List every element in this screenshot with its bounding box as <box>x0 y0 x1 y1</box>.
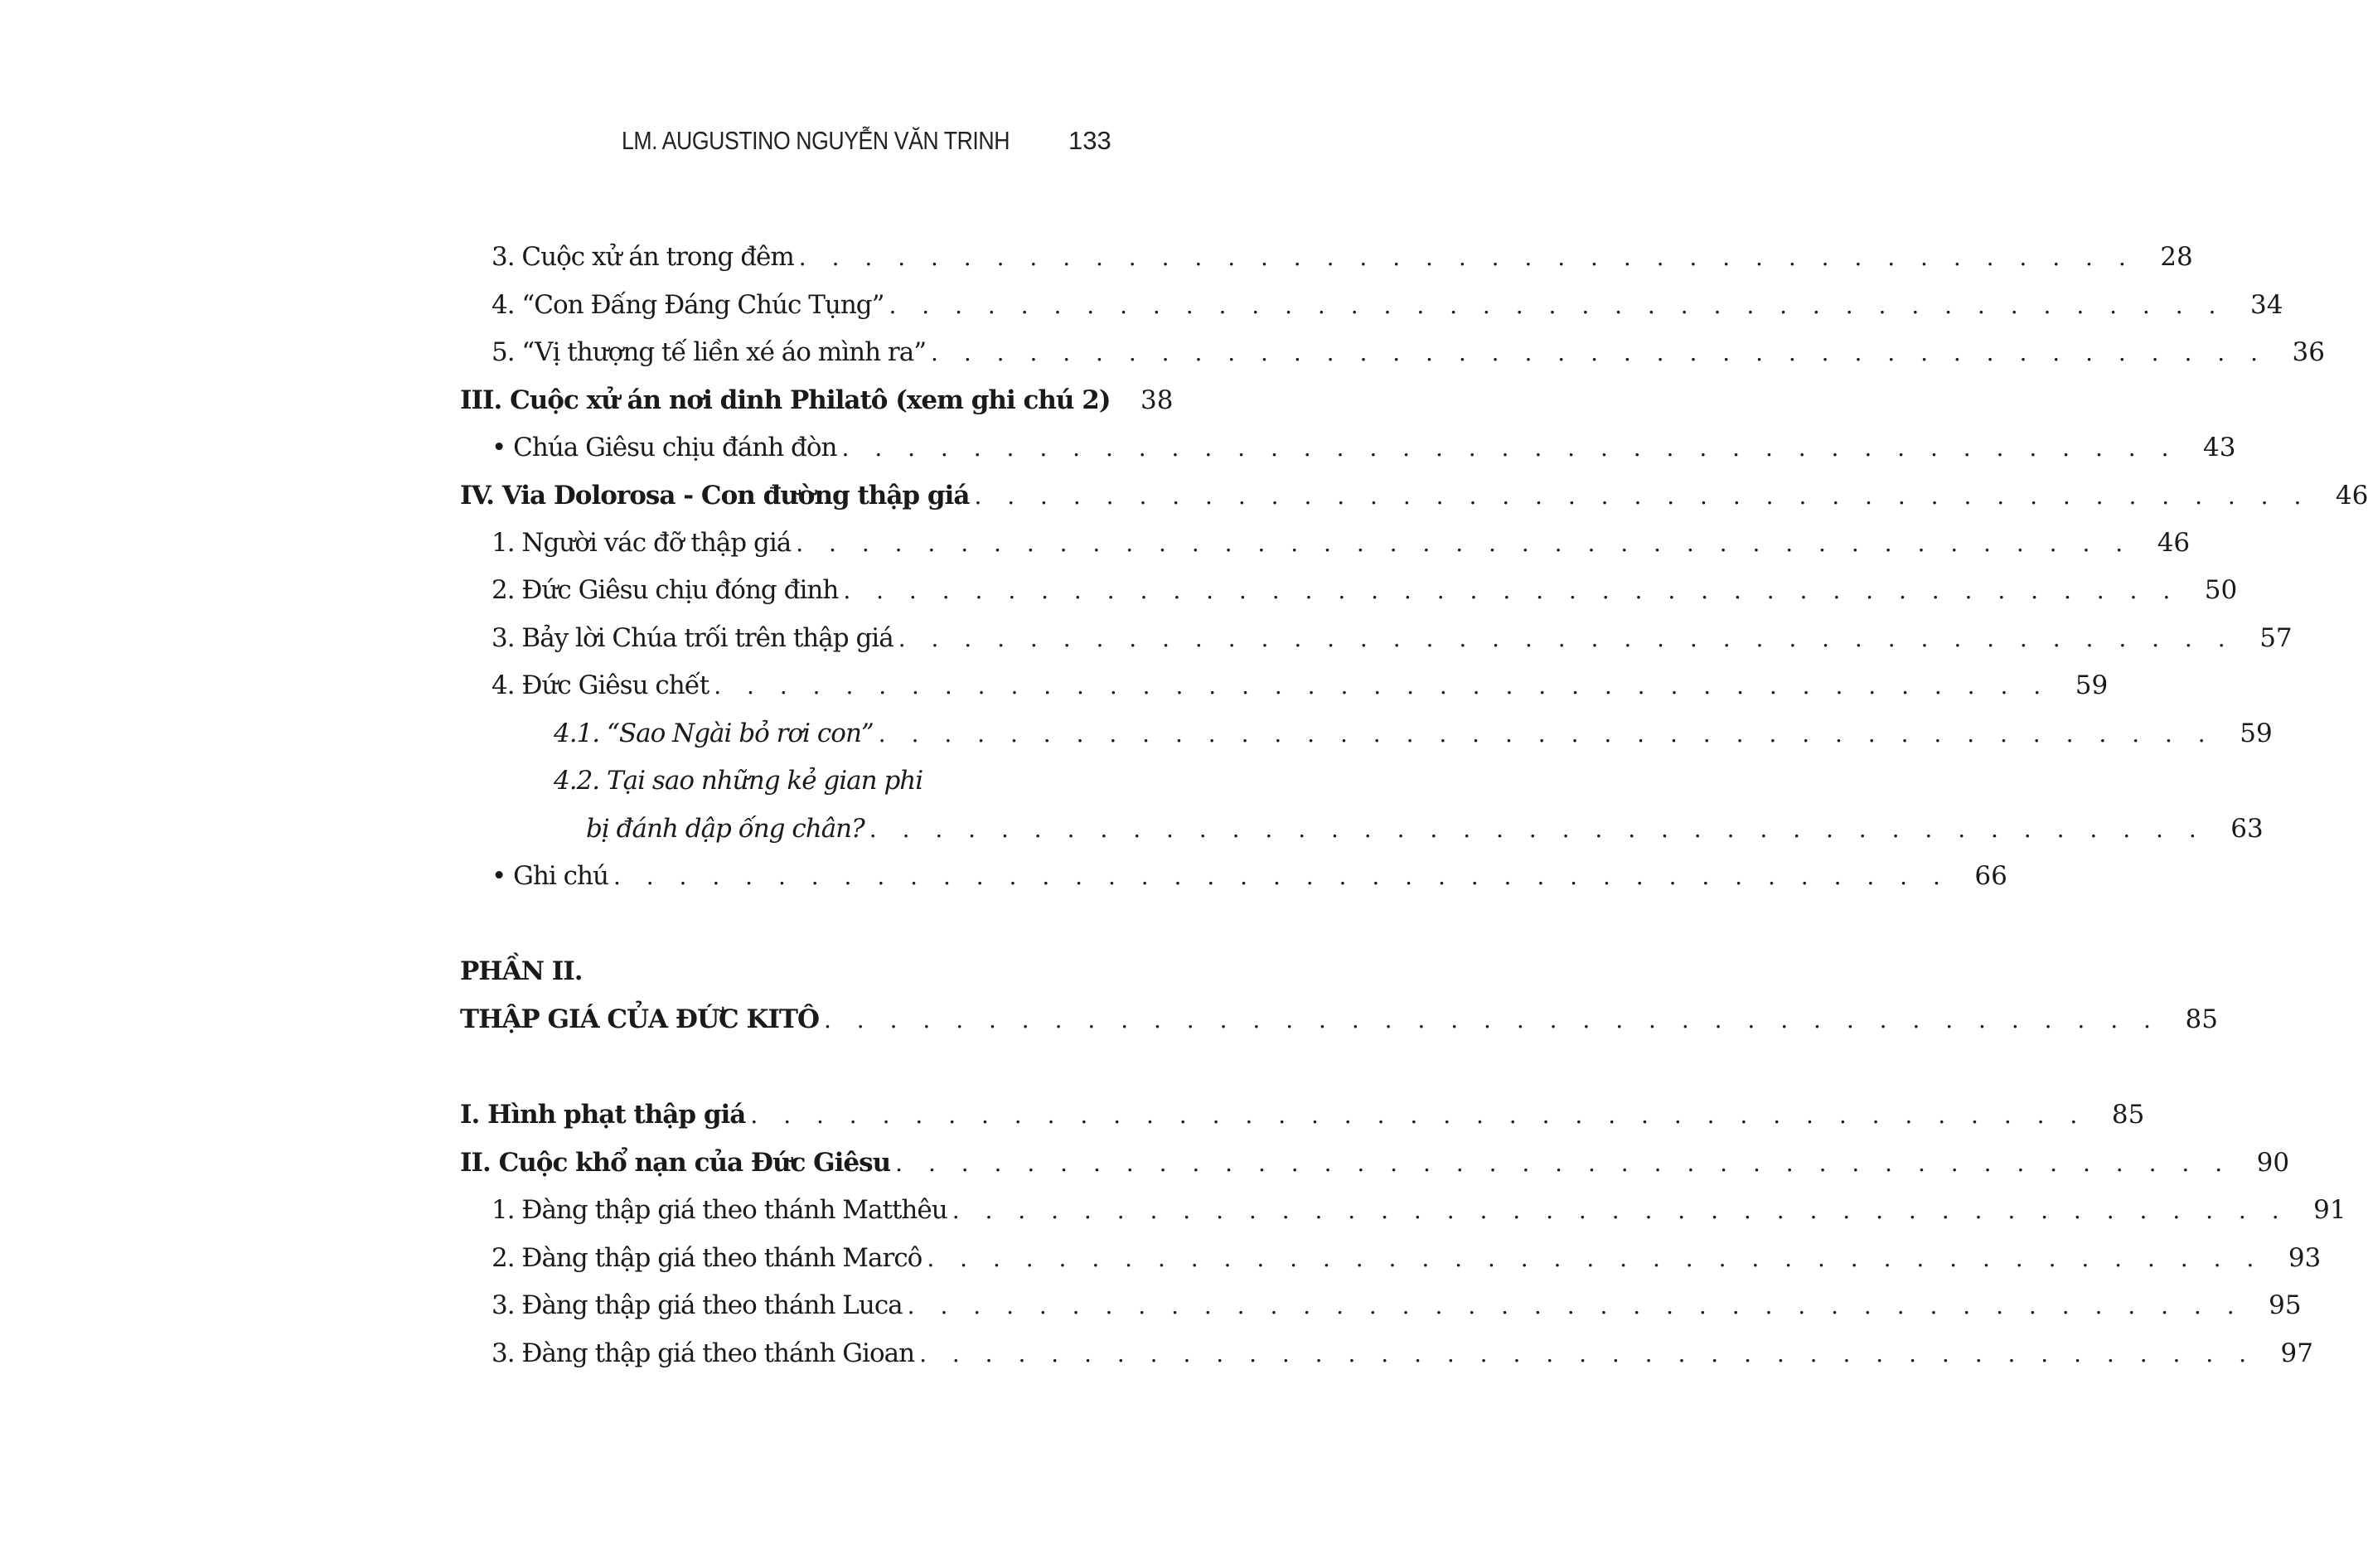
toc-entry <box>460 1188 2346 1232</box>
dot-leader: . . . . . . . . . . . . . . . . . . . . . . . . . . . . . . . . . . . . . . . . . <box>931 339 2267 366</box>
dot-leader: . . . . . . . . . . . . . . . . . . . . . . . . . . . . . . . . . . . . . . . . . <box>907 1292 2244 1319</box>
dot-leader: . . . . . . . . . . . . . . . . . . . . . . . . . . . . . . . . . . . . . . . . . <box>919 1340 2255 1367</box>
toc-entry-label: bị đánh dập ống chân? <box>586 814 864 844</box>
toc-entry-page: 43 <box>2203 433 2236 462</box>
dot-leader: . . . . . . . . . . . . . . . . . . . . . . . . . . . . . . . . . . . . . . . . . <box>824 1006 2160 1033</box>
toc-entry-label: 2. Đức Giêsu chịu đóng đinh <box>492 575 839 605</box>
toc-entry-label: 3. Đàng thập giá theo thánh Gioan <box>492 1338 915 1368</box>
toc-entry-label: 4. “Con Đấng Đáng Chúc Tụng” <box>492 290 884 320</box>
toc-entry-page: 97 <box>2280 1338 2313 1368</box>
dot-leader: . . . . . . . . . . . . . . . . . . . . . . . . . . . . . . . . . . . . . . . . . <box>974 482 2311 510</box>
toc-section-heading <box>460 474 2368 517</box>
toc-entry <box>460 426 2236 469</box>
toc-entry-page: 57 <box>2259 623 2293 653</box>
dot-leader: . . . . . . . . . . . . . . . . . . . . . . . . . . . . . . . . . . . . . . . . . <box>796 530 2133 557</box>
toc-entry-page: 91 <box>2313 1195 2346 1225</box>
toc-section-heading <box>460 1141 2290 1184</box>
toc-entry <box>460 664 2109 707</box>
dot-leader: . . . . . . . . . . . . . . . . . . . . . . . . . . . . . . . . . . . . . . . . . <box>898 625 2235 652</box>
toc-entry-label: 1. Đàng thập giá theo thánh Matthêu <box>492 1195 947 1225</box>
toc-subentry-continuation <box>460 807 2264 850</box>
toc-subentry <box>460 759 1111 802</box>
toc-entry-label: 2. Đàng thập giá theo thánh Marcô <box>492 1243 923 1273</box>
dot-leader: . . . . . . . . . . . . . . . . . . . . . . . . . . . . . . . . . . . . . . . . . <box>714 672 2051 699</box>
toc-entry <box>460 521 2191 564</box>
toc-entry-page: 34 <box>2249 290 2283 320</box>
toc-entry-page: 28 <box>2160 242 2193 272</box>
dot-leader: . . . . . . . . . . . . . . . . . . . . . . . . . . . . . . . . . . . . . . . . . <box>869 815 2206 843</box>
toc-entry-label: III. Cuộc xử án nơi dinh Philatô (xem ghi chú 2) <box>460 385 1111 415</box>
toc-entry <box>460 331 2325 374</box>
toc-entry <box>460 617 2293 660</box>
dot-leader: . . . . . . . . . . . . . . . . . . . . . . . . . . . . . . . . . . . . . . . . . <box>843 577 2180 604</box>
toc-subentry <box>460 712 2273 755</box>
toc-section-heading <box>460 379 1174 422</box>
dot-leader: . . . . . . . . . . . . . . . . . . . . . . . . . . . . . . . . . . . . . . . . . <box>798 244 2135 271</box>
dot-leader: . . . . . . . . . . . . . . . . . . . . . . . . . . . . . . . . . . . . . . . . . <box>895 1149 2232 1177</box>
toc-entry-label: THẬP GIÁ CỦA ĐỨC KITÔ <box>460 1004 819 1034</box>
toc-entry-label: 4.1. “Sao Ngài bỏ rơi con” <box>554 719 874 748</box>
toc-entry-page: 95 <box>2269 1290 2302 1320</box>
dot-leader: . . . . . . . . . . . . . . . . . . . . . . . . . . . . . . . . . . . . . . . . . <box>952 1197 2288 1224</box>
dot-leader: . . . . . . . . . . . . . . . . . . . . . . . . . . . . . . . . . . . . . . . . . <box>750 1101 2087 1129</box>
toc-entry-label: IV. Via Dolorosa - Con đường thập giá <box>460 481 970 511</box>
dot-leader: . . . . . . . . . . . . . . . . . . . . . . . . . . . . . . . . . . . . . . . . . <box>878 720 2215 748</box>
toc-entry-page: 66 <box>1974 861 2007 891</box>
toc-entry <box>460 235 2193 278</box>
dot-leader: . . . . . . . . . . . . . . . . . . . . . . . . . . . . . . . . . . . . . . . . . <box>927 1245 2264 1272</box>
toc-entry-page: 85 <box>2111 1100 2145 1130</box>
toc-section-heading <box>460 1093 2145 1136</box>
running-title: LM. AUGUSTINO NGUYỄN VĂN TRINH <box>622 126 1010 155</box>
toc-entry <box>460 283 2283 327</box>
toc-entry <box>460 1236 2322 1280</box>
toc-entry-label: II. Cuộc khổ nạn của Đức Giêsu <box>460 1148 891 1178</box>
toc-entry-label: PHẦN II. <box>460 956 583 986</box>
toc-entry-page: 46 <box>2157 528 2191 558</box>
toc-entry-label: 5. “Vị thượng tế liền xé áo mình ra” <box>492 337 927 367</box>
toc-entry <box>460 569 2238 612</box>
toc-entry-label: 3. Đàng thập giá theo thánh Luca <box>492 1290 903 1320</box>
toc-entry-page: 38 <box>1140 385 1174 415</box>
dot-leader: . . . . . . . . . . . . . . . . . . . . . . . . . . . . . . . . . . . . . . . . . <box>613 863 1949 890</box>
toc-entry-page: 59 <box>2075 670 2109 700</box>
toc-part-heading <box>460 950 1111 993</box>
toc-entry-page: 50 <box>2204 575 2238 605</box>
toc-entry-label: 4.2. Tại sao những kẻ gian phi <box>554 766 923 796</box>
toc-entry-page: 59 <box>2240 719 2273 748</box>
toc-entry <box>460 1332 2313 1375</box>
dot-leader: . . . . . . . . . . . . . . . . . . . . . . . . . . . . . . . . . . . . . . . . . <box>889 292 2225 319</box>
toc-entry <box>460 1284 2302 1327</box>
toc-entry-label: 4. Đức Giêsu chết <box>492 670 709 700</box>
toc-entry-page: 46 <box>2335 481 2368 511</box>
dot-leader: . . . . . . . . . . . . . . . . . . . . . . . . . . . . . . . . . . . . . . . . . <box>841 434 2178 462</box>
toc-entry-page: 90 <box>2256 1148 2290 1178</box>
toc-entry-page: 85 <box>2185 1004 2218 1034</box>
toc-entry-label: I. Hình phạt thập giá <box>460 1100 746 1130</box>
toc-part-title <box>460 998 2218 1041</box>
page-number: 133 <box>1068 126 1111 155</box>
toc-entry-page: 36 <box>2292 337 2325 367</box>
toc-entry-label: • Ghi chú <box>492 861 608 891</box>
running-head <box>622 126 1048 167</box>
toc-entry-page: 63 <box>2230 814 2264 844</box>
toc-entry-label: • Chúa Giêsu chịu đánh đòn <box>492 433 837 462</box>
toc-entry-label: 3. Cuộc xử án trong đêm <box>492 242 794 272</box>
toc-entry <box>460 854 2007 898</box>
toc-entry-page: 93 <box>2288 1243 2322 1273</box>
toc-entry-label: 3. Bảy lời Chúa trối trên thập giá <box>492 623 893 653</box>
toc-entry-label: 1. Người vác đỡ thập giá <box>492 528 792 558</box>
